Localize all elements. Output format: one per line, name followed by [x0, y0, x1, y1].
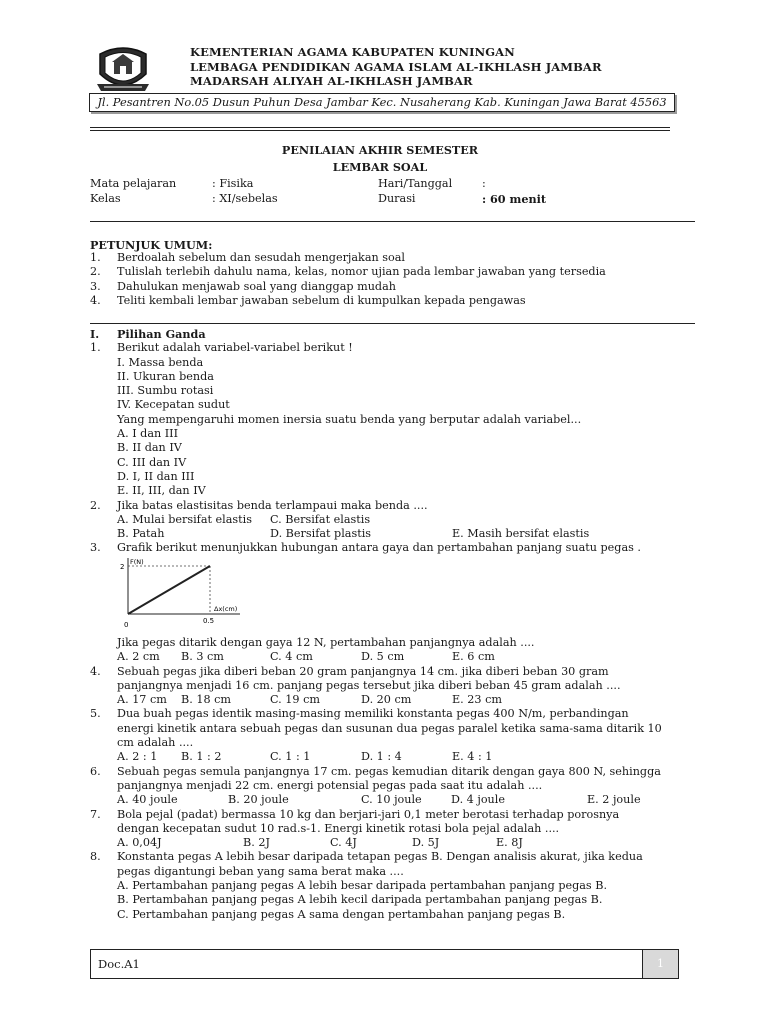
text-line: A. 0,04J B. 2J C. 4J D. 5J E. 8J: [117, 836, 523, 850]
info-divider: [90, 221, 695, 222]
day-label: Hari/Tanggal: [378, 177, 453, 190]
option: E. II, III, dan IV: [117, 484, 206, 498]
text-line: panjangnya menjadi 22 cm. energi potensial pegas pada saat itu adalah ....: [117, 778, 543, 792]
text-line: III. Sumbu rotasi: [117, 384, 214, 398]
text-line: B. Patah D. Bersifat plastis E. Masih bersifat elastis: [117, 527, 590, 541]
instructions-divider: [90, 323, 695, 324]
y-axis-label: F(N): [130, 558, 144, 566]
x-axis-label: Δx(cm): [214, 605, 238, 613]
text-line: dengan kecepatan sudut 10 rad.s-1. Energi kinetik rotasi bola pejal adalah ....: [117, 821, 560, 835]
school-address: Jl. Pesantren No.05 Dusun Puhun Desa Jambar Kec. Nusaherang Kab. Kuningan Jawa Barat 45563: [89, 93, 675, 112]
text-line: II. Ukuran benda: [117, 369, 214, 383]
question-4: 4. Sebuah pegas jika diberi beban 20 gram panjangnya 14 cm. jika diberi beban 30 gram: [90, 664, 609, 678]
class-label: Kelas: [90, 192, 121, 205]
question-8: 8. Konstanta pegas A lebih besar daripada tetapan pegas B. Dengan analisis akurat, jika kedua: [90, 850, 643, 864]
instructions-list: [90, 251, 690, 308]
sheet-title: LEMBAR SOAL: [332, 160, 428, 174]
text-line: energi kinetik antara sebuah pegas dan susunan dua pegas paralel ketika sama-sama ditarik 10: [117, 721, 662, 735]
class-value: : XI/sebelas: [212, 192, 278, 205]
list-item: 1. Berdoalah sebelum dan sesudah mengerjakan soal: [90, 251, 405, 264]
questions-list: [90, 327, 690, 556]
subject-label: Mata pelajaran: [90, 177, 177, 190]
option: A. Pertambahan panjang pegas A lebih besar daripada pertambahan panjang pegas B.: [117, 879, 608, 893]
section-heading: I. Pilihan Ganda: [90, 327, 206, 341]
header-divider-bottom: [90, 130, 670, 131]
document-code: Doc.A1: [98, 957, 140, 971]
option: C. Pertambahan panjang pegas A sama dengan pertambahan panjang pegas B.: [117, 907, 566, 921]
question-1: 1. Berikut adalah variabel-variabel berikut !: [90, 341, 353, 355]
series-line: [128, 566, 210, 614]
ministry-name: KEMENTERIAN AGAMA KABUPATEN KUNINGAN: [190, 45, 515, 59]
text-line: IV. Kecepatan sudut: [117, 398, 230, 412]
y-tick-label: 2: [120, 563, 125, 571]
text-line: I. Massa benda: [117, 355, 204, 369]
school-name: MADARSAH ALIYAH AL-IKHLASH JAMBAR: [190, 74, 473, 88]
day-value: :: [482, 177, 486, 190]
page-footer: [90, 949, 679, 979]
option: A. I dan III: [117, 427, 179, 441]
text-line: A. 40 joule B. 20 joule C. 10 joule D. 4 joule E. 2 joule: [117, 793, 641, 807]
subject-value: : Fisika: [212, 177, 254, 190]
option: C. III dan IV: [117, 455, 187, 469]
exam-title: PENILAIAN AKHIR SEMESTER: [281, 143, 479, 157]
x-tick-label: 0.5: [203, 617, 215, 625]
option: B. Pertambahan panjang pegas A lebih kecil daripada pertambahan panjang pegas B.: [117, 893, 603, 907]
duration-value: : 60 menit: [482, 192, 546, 206]
question-7: 7. Bola pejal (padat) bermassa 10 kg dan berjari-jari 0,1 meter berotasi terhadap porosnya: [90, 807, 620, 821]
text-line: A. 17 cm B. 18 cm C. 19 cm D. 20 cm E. 23 cm: [117, 693, 502, 707]
page-number: 1: [642, 950, 678, 978]
school-crest-icon: [96, 44, 150, 94]
chart-svg: [112, 556, 252, 630]
list-item: 4. Teliti kembali lembar jawaban sebelum di kumpulkan kepada pengawas: [90, 293, 526, 307]
institution-name: LEMBAGA PENDIDIKAN AGAMA ISLAM AL-IKHLASH JAMBAR: [190, 60, 602, 74]
option: D. I, II dan III: [117, 469, 195, 483]
text-line: pegas digantungi beban yang sama berat maka ....: [117, 864, 404, 878]
text-line: Jika pegas ditarik dengan gaya 12 N, pertambahan panjangnya adalah ....: [117, 636, 535, 649]
question-2: 2. Jika batas elastisitas benda terlampaui maka benda ....: [90, 498, 428, 512]
text-line: A. Mulai bersifat elastis C. Bersifat elastis: [117, 512, 371, 526]
question-5: 5. Dua buah pegas identik masing-masing memiliki konstanta pegas 400 N/m, perbandingan: [90, 707, 629, 721]
list-item: 2. Tulislah terlebih dahulu nama, kelas, nomor ujian pada lembar jawaban yang tersedia: [90, 265, 606, 279]
instructions-heading: PETUNJUK UMUM:: [90, 238, 213, 252]
question-6: 6. Sebuah pegas semula panjangnya 17 cm. pegas kemudian ditarik dengan gaya 800 N, sehingga: [90, 764, 661, 778]
text-line: panjangnya menjadi 16 cm. panjang pegas tersebut jika diberi beban 45 gram adalah ....: [117, 678, 621, 692]
option: B. II dan IV: [117, 441, 182, 455]
list-item: 3. Dahulukan menjawab soal yang dianggap mudah: [90, 279, 396, 293]
duration-label: Durasi: [378, 192, 416, 205]
force-extension-graph: [112, 556, 252, 630]
origin-label: 0: [124, 621, 129, 629]
text-line: cm adalah ....: [117, 736, 194, 750]
text-line: A. 2 : 1 B. 1 : 2 C. 1 : 1 D. 1 : 4 E. 4 : 1: [117, 750, 493, 764]
header-divider-top: [90, 127, 670, 128]
question-3: 3. Grafik berikut menunjukkan hubungan antara gaya dan pertambahan panjang suatu pegas .: [90, 541, 641, 555]
text-line: A. 2 cm B. 3 cm C. 4 cm D. 5 cm E. 6 cm: [117, 650, 495, 664]
questions-list-continued: [90, 636, 690, 922]
text-line: Yang mempengaruhi momen inersia suatu benda yang berputar adalah variabel...: [117, 412, 582, 426]
